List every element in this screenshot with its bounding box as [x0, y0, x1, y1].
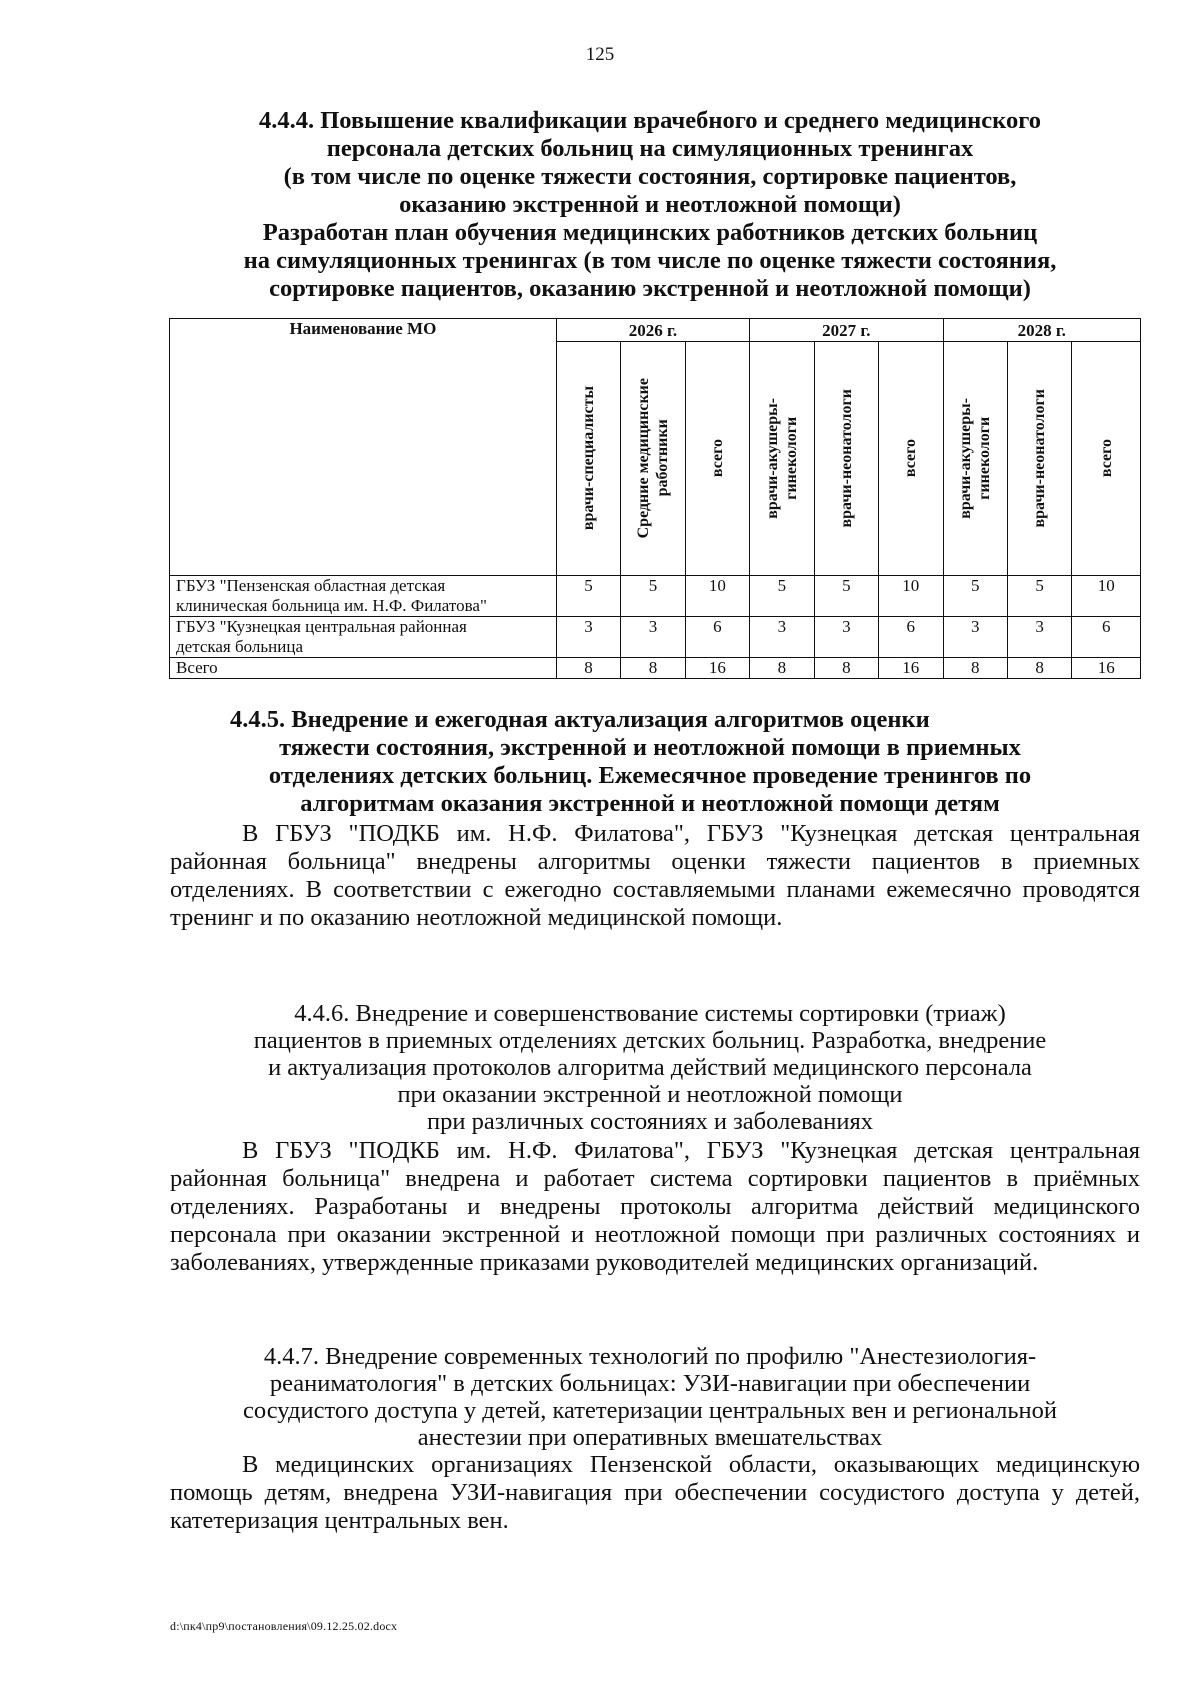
value-cell: 6: [685, 617, 749, 658]
value-cell: 3: [943, 617, 1007, 658]
title-line: реаниматология" в детских больницах: УЗИ-навигации при обеспечении: [269, 1370, 1031, 1397]
col-header: всего: [879, 342, 943, 576]
col-header: Средние медицинские работники: [621, 342, 685, 576]
col-header: всего: [1072, 342, 1141, 576]
title-line: 4.4.5. Внедрение и ежегодная актуализация алгоритмов оценки: [230, 706, 930, 733]
value-cell: 6: [879, 617, 943, 658]
title-line: отделениях детских больниц. Ежемесячное проведение тренингов по: [268, 762, 1032, 789]
year-header: 2028 г.: [943, 319, 1141, 342]
value-cell: 5: [943, 576, 1007, 617]
paragraph: В ГБУЗ "ПОДКБ им. Н.Ф. Филатова", ГБУЗ "Кузнецкая детская центральная районная больница" внедрена и работает система сортировки пациентов в приёмных отделениях. Разработаны и внедрены протоколы алгоритма действий медицинского персонала при оказании экстренной и неотложной помощи при различных состояниях и заболеваниях, утвержденные приказами руководителей медицинских организаций.: [170, 1137, 1140, 1276]
value-cell: 8: [943, 658, 1007, 679]
section-444-title: [150, 107, 1150, 303]
col-header: врачи-акушеры- гинекологи: [943, 342, 1007, 576]
title-line: на симуляционных тренингах (в том числе по оценке тяжести состояния,: [243, 247, 1057, 274]
table-row: [170, 576, 1141, 617]
title-line: оказанию экстренной и неотложной помощи): [399, 191, 901, 218]
value-cell: 5: [621, 576, 685, 617]
col-header: врачи-неонатологи: [1007, 342, 1071, 576]
title-line: сортировке пациентов, оказанию экстренной и неотложной помощи): [269, 275, 1031, 302]
title-line: тяжести состояния, экстренной и неотложной помощи в приемных: [279, 734, 1021, 761]
value-cell: 6: [1072, 617, 1141, 658]
title-line: Разработан план обучения медицинских работников детских больниц: [262, 219, 1038, 246]
title-line: анестезии при оперативных вмешательствах: [417, 1424, 883, 1451]
mo-name-cell: ГБУЗ "Пензенская областная детская клиническая больница им. Н.Ф. Филатова": [170, 576, 557, 617]
table-row: [170, 617, 1141, 658]
title-line: при оказании экстренной и неотложной помощи: [397, 1081, 903, 1108]
training-plan-table: [169, 318, 1141, 679]
col-header: всего: [685, 342, 749, 576]
section-446-body: [170, 1137, 1140, 1277]
value-cell: 16: [879, 658, 943, 679]
year-header: 2026 г.: [556, 319, 749, 342]
col-header: врачи-акушеры- гинекологи: [750, 342, 814, 576]
title-line: 4.4.4. Повышение квалификации врачебного и среднего медицинского: [259, 107, 1041, 134]
value-cell: 10: [1072, 576, 1141, 617]
title-line: и актуализация протоколов алгоритма действий медицинского персонала: [268, 1054, 1032, 1081]
title-line: алгоритмам оказания экстренной и неотложной помощи детям: [300, 790, 1000, 817]
mo-name-cell: ГБУЗ "Кузнецкая центральная районная детская больница: [170, 617, 557, 658]
value-cell: 8: [1007, 658, 1071, 679]
value-cell: 3: [1007, 617, 1071, 658]
section-447-body: [170, 1451, 1140, 1535]
year-header: 2027 г.: [750, 319, 943, 342]
value-cell: 5: [750, 576, 814, 617]
title-line: пациентов в приемных отделениях детских больниц. Разработка, внедрение: [253, 1027, 1047, 1054]
page-number: 125: [585, 44, 615, 65]
value-cell: 3: [621, 617, 685, 658]
section-446-title: [150, 1000, 1150, 1135]
value-cell: 10: [879, 576, 943, 617]
mo-name-header: Наименование МО: [170, 319, 557, 576]
mo-name-cell: Всего: [170, 658, 557, 679]
value-cell: 5: [814, 576, 878, 617]
value-cell: 8: [556, 658, 620, 679]
title-line: (в том числе по оценке тяжести состояния, сортировке пациентов,: [283, 163, 1017, 190]
paragraph: В ГБУЗ "ПОДКБ им. Н.Ф. Филатова", ГБУЗ "Кузнецкая детская центральная районная больница" внедрены алгоритмы оценки тяжести пациентов в приемных отделениях. В соответствии с ежегодно составляемыми планами ежемесячно проводятся тренинг и по оказанию неотложной медицинской помощи.: [170, 820, 1140, 931]
value-cell: 8: [750, 658, 814, 679]
section-445-title: [150, 706, 1150, 818]
title-line: сосудистого доступа у детей, катетеризации центральных вен и региональной: [243, 1397, 1057, 1424]
value-cell: 5: [556, 576, 620, 617]
value-cell: 16: [1072, 658, 1141, 679]
title-line: при различных состояниях и заболеваниях: [426, 1108, 874, 1135]
col-header: врачи-специалисты: [556, 342, 620, 576]
file-path-footer: d:\пк4\пр9\постановления\09.12.25.02.docx: [170, 1619, 398, 1633]
value-cell: 3: [814, 617, 878, 658]
title-line: 4.4.7. Внедрение современных технологий по профилю "Анестезиология-: [263, 1343, 1037, 1370]
value-cell: 8: [814, 658, 878, 679]
col-header: врачи-неонатологи: [814, 342, 878, 576]
value-cell: 16: [685, 658, 749, 679]
title-line: персонала детских больниц на симуляционных тренингах: [326, 135, 974, 162]
value-cell: 8: [621, 658, 685, 679]
paragraph: В медицинских организациях Пензенской области, оказывающих медицинскую помощь детям, внедрена УЗИ-навигация при обеспечении сосудистого доступа у детей, катетеризация центральных вен.: [170, 1451, 1140, 1534]
value-cell: 3: [556, 617, 620, 658]
section-445-body: [170, 820, 1140, 932]
value-cell: 5: [1007, 576, 1071, 617]
value-cell: 10: [685, 576, 749, 617]
value-cell: 3: [750, 617, 814, 658]
section-447-title: [150, 1343, 1150, 1451]
table-total-row: [170, 658, 1141, 679]
title-line: 4.4.6. Внедрение и совершенствование системы сортировки (триаж): [294, 1000, 1006, 1027]
